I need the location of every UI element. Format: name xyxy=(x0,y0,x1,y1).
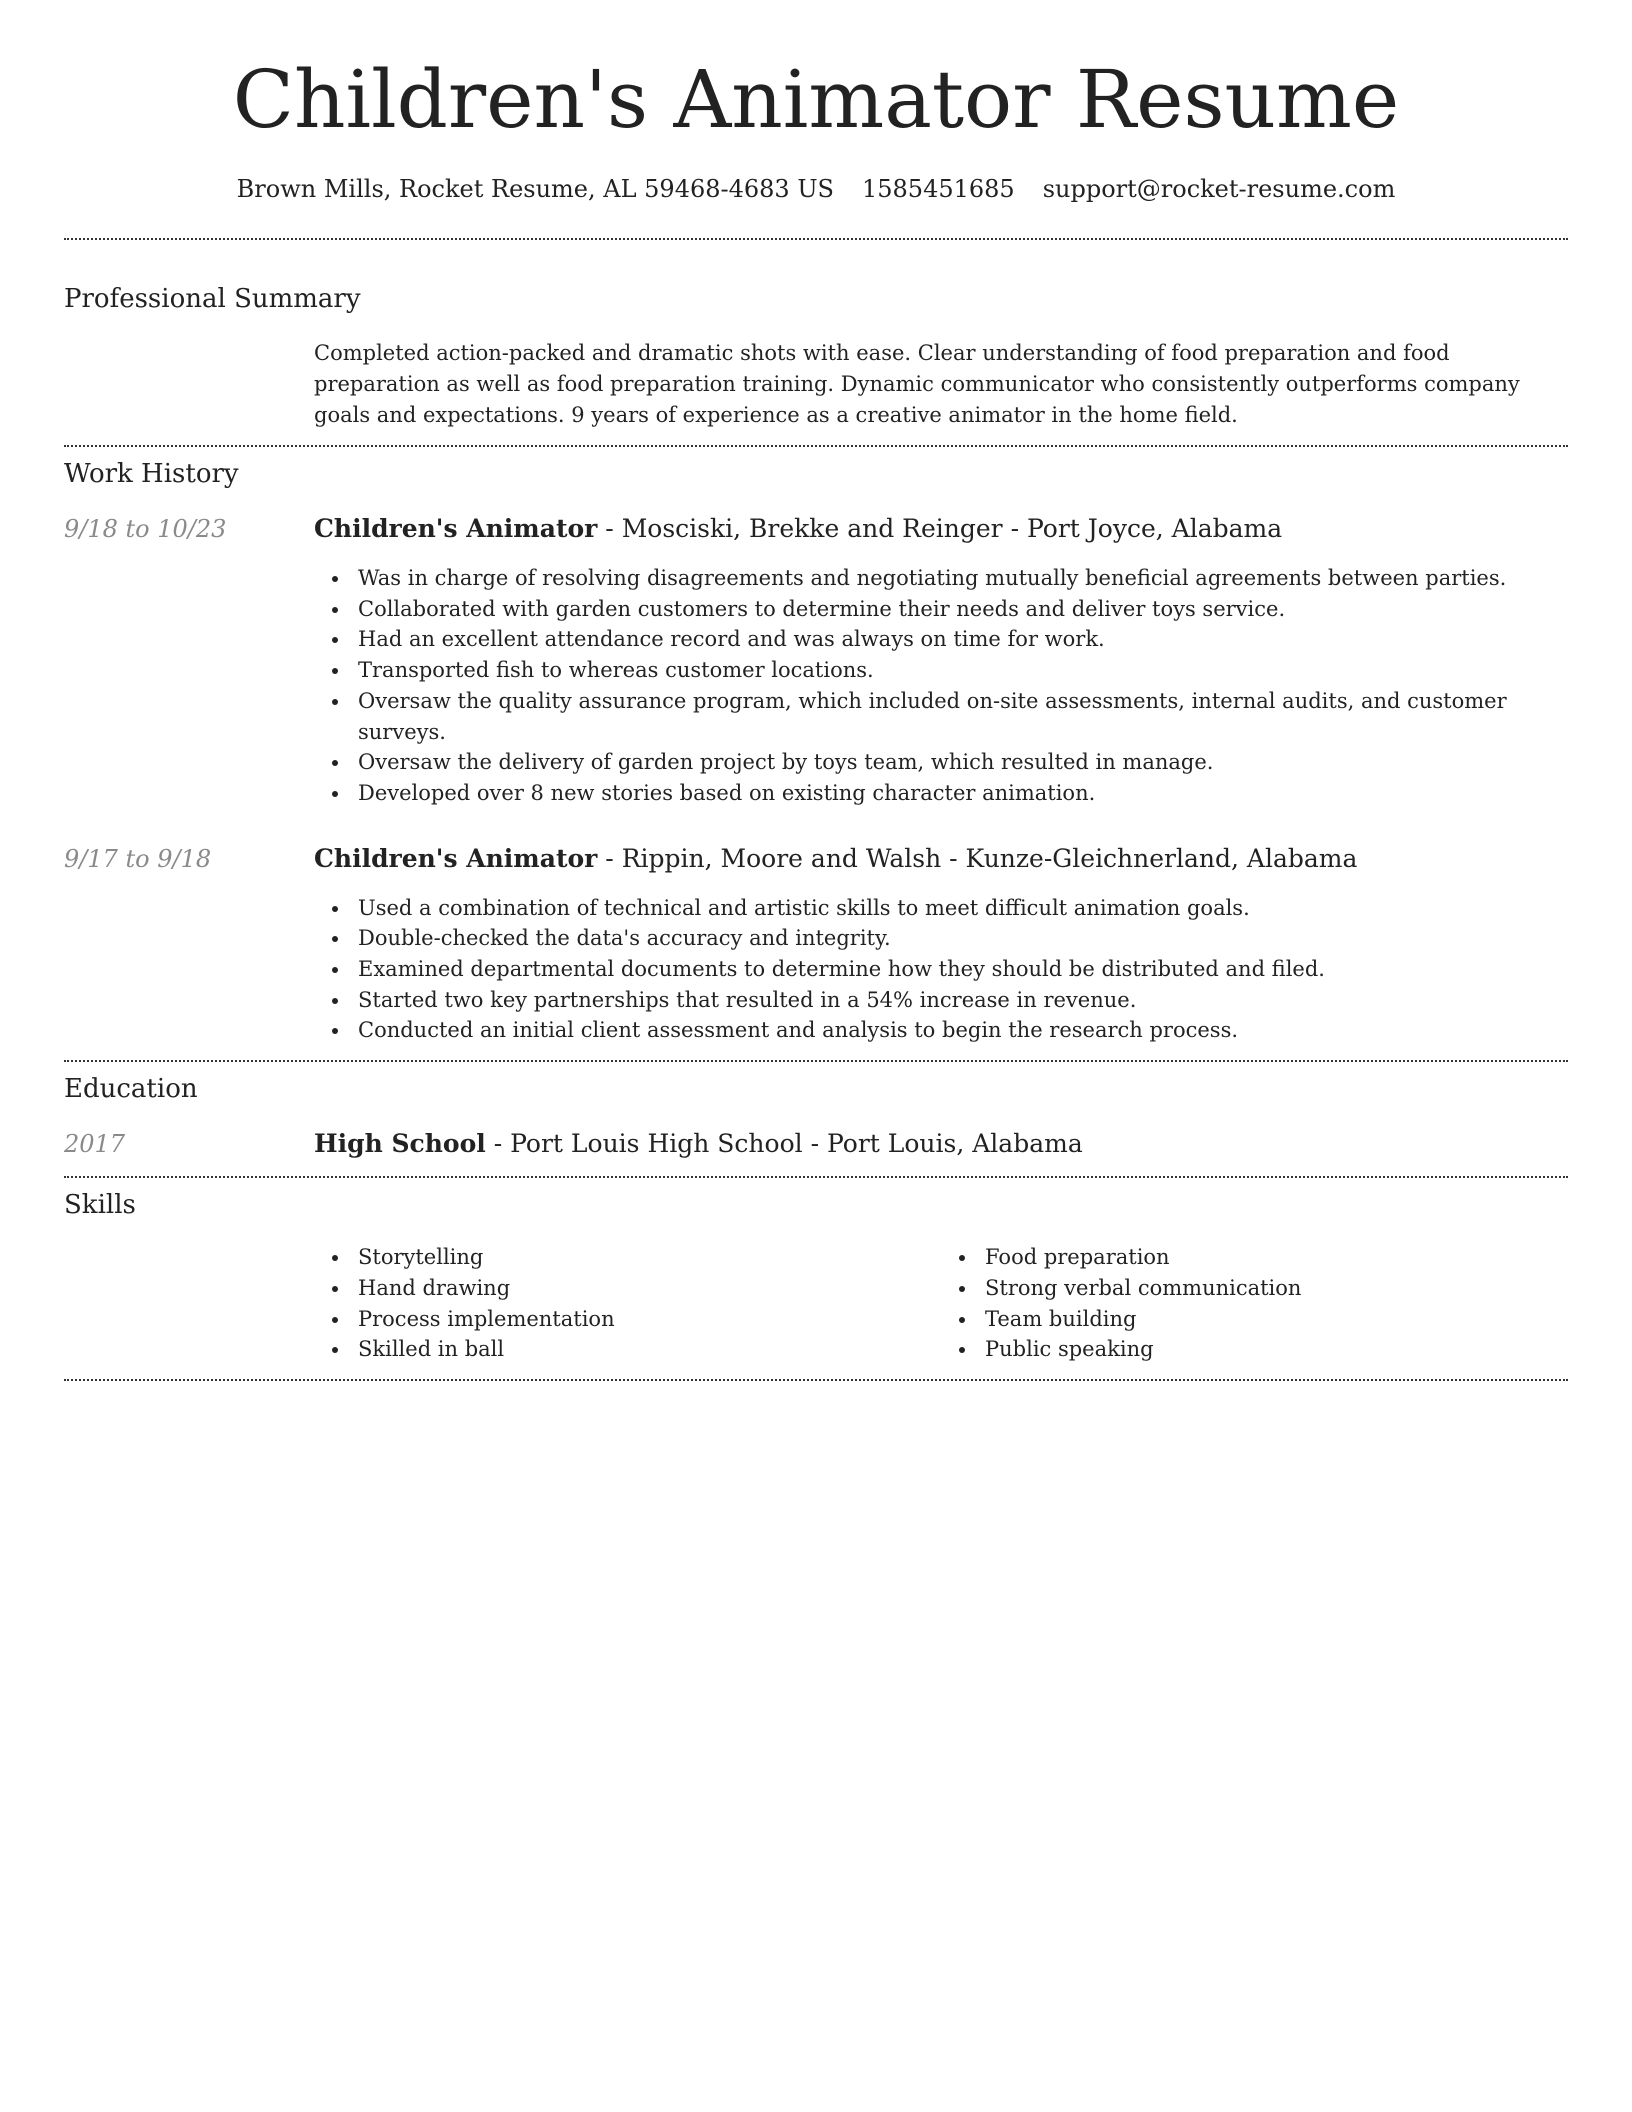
list-item: Process implementation xyxy=(314,1304,941,1335)
job-entry xyxy=(64,843,1568,1047)
list-item: Public speaking xyxy=(941,1334,1568,1365)
contact-email: support@rocket-resume.com xyxy=(1042,175,1396,203)
list-item: Transported fish to whereas customer locations. xyxy=(314,655,1568,686)
education-entry xyxy=(64,1128,1568,1160)
list-item: Double-checked the data's accuracy and integrity. xyxy=(314,923,1568,954)
list-item: Had an excellent attendance record and was always on time for work. xyxy=(314,624,1568,655)
education-details: - Port Louis High School - Port Louis, Alabama xyxy=(485,1129,1083,1159)
contact-address: Brown Mills, Rocket Resume, AL 59468-4683 US xyxy=(236,175,834,203)
job-employer: - Rippin, Moore and Walsh - Kunze-Gleichnerland, Alabama xyxy=(597,843,1358,873)
education-heading: Education xyxy=(64,1074,198,1105)
list-item: Strong verbal communication xyxy=(941,1273,1568,1304)
job-employer: - Mosciski, Brekke and Reinger - Port Joyce, Alabama xyxy=(597,514,1283,543)
job-role: Children's Animator xyxy=(314,514,598,543)
skills-list-left xyxy=(314,1242,941,1365)
job-entry xyxy=(64,513,1568,809)
job-role: Children's Animator xyxy=(314,843,598,873)
resume-header xyxy=(64,0,1568,204)
list-item: Collaborated with garden customers to determine their needs and deliver toys service. xyxy=(314,594,1568,625)
list-item: Skilled in ball xyxy=(314,1334,941,1365)
education-year: 2017 xyxy=(64,1130,126,1159)
resume-title: Children's Animator Resume xyxy=(232,53,1400,146)
job-bullets xyxy=(314,893,1568,1047)
job-bullets xyxy=(314,563,1568,809)
job-title xyxy=(314,843,1568,875)
list-item: Examined departmental documents to determine how they should be distributed and filed. xyxy=(314,954,1568,985)
education-section xyxy=(64,1062,1568,1160)
work-heading: Work History xyxy=(64,459,239,489)
job-title xyxy=(314,513,1568,545)
list-item: Oversaw the delivery of garden project by toys team, which resulted in manage. xyxy=(314,747,1568,778)
list-item: Storytelling xyxy=(314,1242,941,1273)
list-item: Started two key partnerships that resulted in a 54% increase in revenue. xyxy=(314,985,1568,1016)
list-item: Food preparation xyxy=(941,1242,1568,1273)
list-item: Developed over 8 new stories based on existing character animation. xyxy=(314,778,1568,809)
summary-section xyxy=(64,240,1568,431)
divider xyxy=(64,1379,1568,1381)
skills-grid xyxy=(314,1242,1568,1365)
list-item: Conducted an initial client assessment and analysis to begin the research process. xyxy=(314,1015,1568,1046)
list-item: Oversaw the quality assurance program, which included on-site assessments, internal audits, and customer surveys. xyxy=(314,686,1568,747)
skills-list-right xyxy=(941,1242,1568,1365)
list-item: Used a combination of technical and artistic skills to meet difficult animation goals. xyxy=(314,893,1568,924)
contact-line xyxy=(64,174,1568,204)
contact-phone: 1585451685 xyxy=(862,175,1015,203)
education-degree: High School xyxy=(314,1129,486,1159)
list-item: Hand drawing xyxy=(314,1273,941,1304)
skills-heading: Skills xyxy=(64,1190,136,1221)
list-item: Was in charge of resolving disagreements and negotiating mutually beneficial agreements between parties. xyxy=(314,563,1568,594)
summary-text: Completed action-packed and dramatic shots with ease. Clear understanding of food preparation and food preparation as well as food preparation training. Dynamic communicator who consistently outperforms company goals and expectations. 9 years of experience as a creative animator in the home field. xyxy=(314,341,1520,427)
education-title xyxy=(314,1128,1568,1160)
job-dates: 9/18 to 10/23 xyxy=(64,515,227,543)
work-section xyxy=(64,447,1568,1046)
list-item: Team building xyxy=(941,1304,1568,1335)
summary-heading: Professional Summary xyxy=(64,284,361,314)
job-dates: 9/17 to 9/18 xyxy=(64,844,212,873)
skills-section xyxy=(64,1178,1568,1365)
